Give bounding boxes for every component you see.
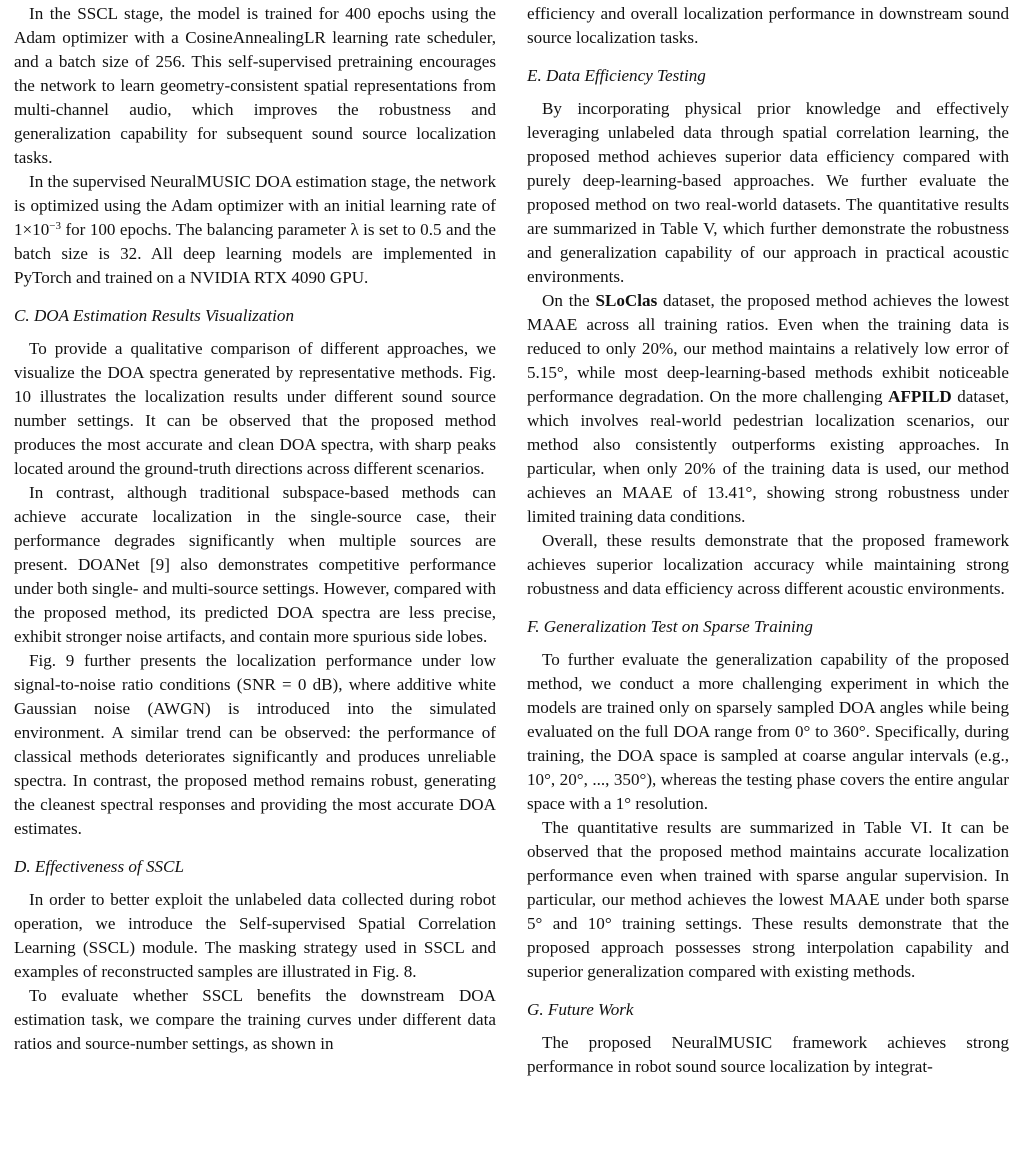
section-heading-d: D. Effectiveness of SSCL	[14, 857, 184, 876]
paragraph-c-1: To provide a qualitative comparison of different approaches, we visualize the DOA spectra generated by representative methods. Fig. 10 illustrates the localization results under different sound source number settings. It can be observed that the proposed method produces the most accurate and clean DOA spectra, with sharp peaks located around the ground-truth directions across different scenarios.	[14, 339, 496, 478]
learning-rate-base: 1×10	[14, 220, 50, 239]
left-column	[14, 2, 496, 1056]
paragraph-f-1: To further evaluate the generalization capability of the proposed method, we conduct a more challenging experiment in which the models are trained only on sparsely sampled DOA angles while being evaluated on the full DOA range from 0° to 360°. Specifically, during training, the DOA space is sampled at coarse angular intervals (e.g., 10°, 20°, ..., 350°), whereas the testing phase covers the entire angular space with a 1° resolution.	[527, 650, 1009, 813]
paragraph-text: In the supervised NeuralMUSIC DOA estimation stage, the network is optimized using the Adam optimizer with an initial learning rate of	[14, 172, 496, 215]
paragraph-d-2: To evaluate whether SSCL benefits the downstream DOA estimation task, we compare the training curves under different data ratios and source-number settings, as shown in	[14, 986, 496, 1053]
dataset-name-sloclas: SLoClas	[595, 291, 658, 310]
paragraph-e-1: By incorporating physical prior knowledge and effectively leveraging unlabeled data through spatial correlation learning, the proposed method achieves superior data efficiency compared with purely deep-learning-based approaches. We further evaluate the proposed method on two real-world datasets. The quantitative results are summarized in Table V, which further demonstrate the robustness and generalization capability of our approach in practical acoustic environments.	[527, 99, 1009, 286]
paragraph-continuation: efficiency and overall localization performance in downstream sound source localization tasks.	[527, 4, 1009, 47]
paragraph-text: dataset, which involves real-world pedestrian localization scenarios, our method also consistently outperforms existing approaches. In particular, when only 20% of the training data is used, our method achieves an MAAE of 13.41°, showing strong robustness under limited training data conditions.	[527, 387, 1009, 526]
paragraph-text: dataset, the proposed method achieves the lowest MAAE across all training ratios. Even when the training data is reduced to only 20%, our method maintains a relatively low error of 5.15°, while most deep-learning-based methods exhibit noticeable performance degradation. On the more challenging	[527, 291, 1010, 406]
paragraph-f-2: The quantitative results are summarized in Table VI. It can be observed that the proposed method maintains accurate localization performance even when trained with sparse angular supervision. In particular, our method achieves the lowest MAAE under both sparse 5° and 10° training settings. These results demonstrate that the proposed approach possesses strong interpolation capability and superior generalization compared with existing methods.	[527, 818, 1009, 981]
paragraph-text: for 100 epochs. The balancing parameter λ is set to 0.5 and the batch size is 32. All deep learning models are implemented in PyTorch and trained on a NVIDIA RTX 4090 GPU.	[14, 220, 496, 287]
dataset-name-afpild: AFPILD	[888, 387, 952, 406]
section-heading-g: G. Future Work	[527, 1000, 634, 1019]
section-heading-f: F. Generalization Test on Sparse Training	[527, 617, 813, 636]
right-column	[527, 2, 1009, 1079]
paragraph-e-3: Overall, these results demonstrate that the proposed framework achieves superior localization accuracy while maintaining strong robustness and data efficiency across different acoustic environments.	[527, 531, 1009, 598]
paragraph-g-1: The proposed NeuralMUSIC framework achieves strong performance in robot sound source localization by integrat-	[527, 1033, 1009, 1076]
paragraph-sscl-training: In the SSCL stage, the model is trained for 400 epochs using the Adam optimizer with a CosineAnnealingLR learning rate scheduler, and a batch size of 256. This self-supervised pretraining encourages the network to learn geometry-consistent spatial representations from multi-channel audio, which improves the robustness and generalization capability for subsequent sound source localization tasks.	[14, 4, 496, 167]
paragraph-c-3: Fig. 9 further presents the localization performance under low signal-to-noise ratio conditions (SNR = 0 dB), where additive white Gaussian noise (AWGN) is introduced into the simulated environment. A similar trend can be observed: the performance of classical methods deteriorates significantly and produces unreliable spectra. In contrast, the proposed method remains robust, generating the cleanest spectral responses and providing the most accurate DOA estimates.	[14, 651, 496, 838]
paragraph-c-2: In contrast, although traditional subspace-based methods can achieve accurate localization in the single-source case, their performance degrades significantly when multiple sources are present. DOANet [9] also demonstrates competitive performance under both single- and multi-source settings. However, compared with the proposed method, its predicted DOA spectra are less precise, exhibit stronger noise artifacts, and contain more spurious side lobes.	[14, 483, 496, 646]
paragraph-e-2	[527, 289, 1009, 529]
section-heading-e: E. Data Efficiency Testing	[527, 66, 706, 85]
learning-rate-exponent: −3	[49, 220, 61, 232]
section-heading-c: C. DOA Estimation Results Visualization	[14, 306, 295, 325]
paragraph-text: On the	[542, 291, 596, 310]
paragraph-d-1: In order to better exploit the unlabeled data collected during robot operation, we introduce the Self-supervised Spatial Correlation Learning (SSCL) module. The masking strategy used in SSCL and examples of reconstructed samples are illustrated in Fig. 8.	[14, 890, 496, 981]
paragraph-neuralmusic-training	[14, 170, 496, 290]
